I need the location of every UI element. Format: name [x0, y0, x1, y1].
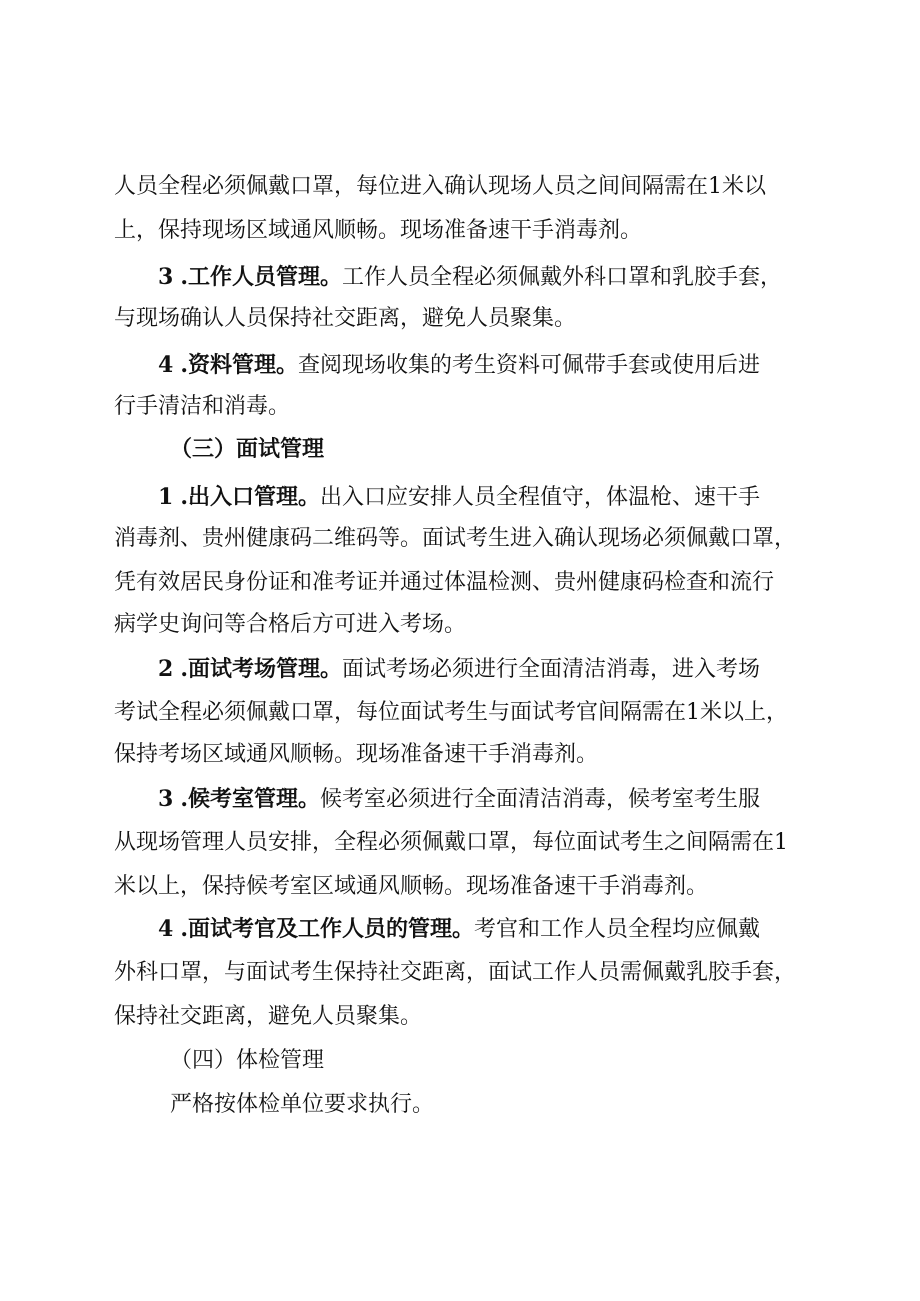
paragraph-waiting-room-management [0, 782, 920, 816]
item-number: 2 [158, 656, 174, 682]
body-text: 出入口应安排人员全程值守，体温枪、速干手 [319, 485, 760, 510]
item-number: 3 [158, 786, 174, 812]
paragraph-line [0, 302, 920, 336]
item-title: .工作人员管理。 [180, 264, 342, 290]
paragraph-line [0, 1000, 920, 1034]
body-text: 与现场确认人员保持社交距离，避免人员聚集。 [114, 306, 577, 331]
body-text: 从现场管理人员安排，全程必须佩戴口罩，每位面试考生之间隔需在1 [114, 830, 788, 855]
body-text: 外科口罩，与面试考生保持社交距离，面试工作人员需佩戴乳胶手套， [114, 960, 797, 985]
paragraph-line [0, 566, 920, 600]
section-heading-text: （四）体检管理 [170, 1048, 325, 1073]
paragraph-line [0, 608, 920, 642]
paragraph-line [0, 956, 920, 990]
item-title: .面试考官及工作人员的管理。 [180, 916, 474, 942]
paragraph-staff-management [0, 260, 920, 294]
item-title: .出入口管理。 [180, 484, 320, 510]
item-number: 1 [158, 484, 174, 510]
paragraph-document-management [0, 348, 920, 382]
section-heading-interview [0, 432, 920, 466]
item-number: 4 [158, 352, 174, 378]
section-heading-text: （三）面试管理 [170, 436, 325, 462]
body-text: 查阅现场收集的考生资料可佩带手套或使用后进 [297, 353, 760, 378]
body-text: 米以上，保持候考室区域通风顺畅。现场准备速干手消毒剂。 [114, 874, 709, 899]
section-heading-physical-exam [0, 1044, 920, 1078]
paragraph-continuation-line [0, 170, 920, 204]
body-text: 保持社交距离，避免人员聚集。 [114, 1004, 423, 1029]
paragraph-examiner-management [0, 912, 920, 946]
item-number: 3 [158, 264, 174, 290]
body-text: 候考室必须进行全面清洁消毒，候考室考生服 [319, 787, 760, 812]
body-text: 面试考场必须进行全面清洁消毒，进入考场 [341, 657, 760, 682]
item-title: .面试考场管理。 [180, 656, 342, 682]
body-text: 人员全程必须佩戴口罩，每位进入确认现场人员之间间隔需在1米以 [114, 174, 766, 199]
body-text: 工作人员全程必须佩戴外科口罩和乳胶手套， [341, 265, 782, 290]
paragraph-line [0, 390, 920, 424]
item-title: .资料管理。 [180, 352, 298, 378]
body-text: 行手清洁和消毒。 [114, 394, 291, 419]
body-text: 病学史询问等合格后方可进入考场。 [114, 612, 467, 637]
paragraph-line [0, 738, 920, 772]
item-title: .候考室管理。 [180, 786, 320, 812]
body-text: 上，保持现场区域通风顺畅。现场准备速干手消毒剂。 [114, 218, 643, 243]
paragraph-line [0, 696, 920, 730]
paragraph-continuation-line [0, 214, 920, 248]
item-number: 4 [158, 916, 174, 942]
paragraph-line [0, 522, 920, 556]
paragraph-exam-room-management [0, 652, 920, 686]
paragraph-entry-management [0, 480, 920, 514]
paragraph-line [0, 870, 920, 904]
body-text: 考试全程必须佩戴口罩，每位面试考生与面试考官间隔需在1米以上， [114, 700, 788, 725]
paragraph-line [0, 826, 920, 860]
body-text: 保持考场区域通风顺畅。现场准备速干手消毒剂。 [114, 742, 599, 767]
paragraph-physical-exam [0, 1088, 920, 1122]
body-text: 考官和工作人员全程均应佩戴 [473, 917, 760, 942]
body-text: 消毒剂、贵州健康码二维码等。面试考生进入确认现场必须佩戴口罩， [114, 526, 797, 551]
body-text: 严格按体检单位要求执行。 [170, 1092, 435, 1117]
body-text: 凭有效居民身份证和准考证并通过体温检测、贵州健康码检查和流行 [114, 570, 775, 595]
